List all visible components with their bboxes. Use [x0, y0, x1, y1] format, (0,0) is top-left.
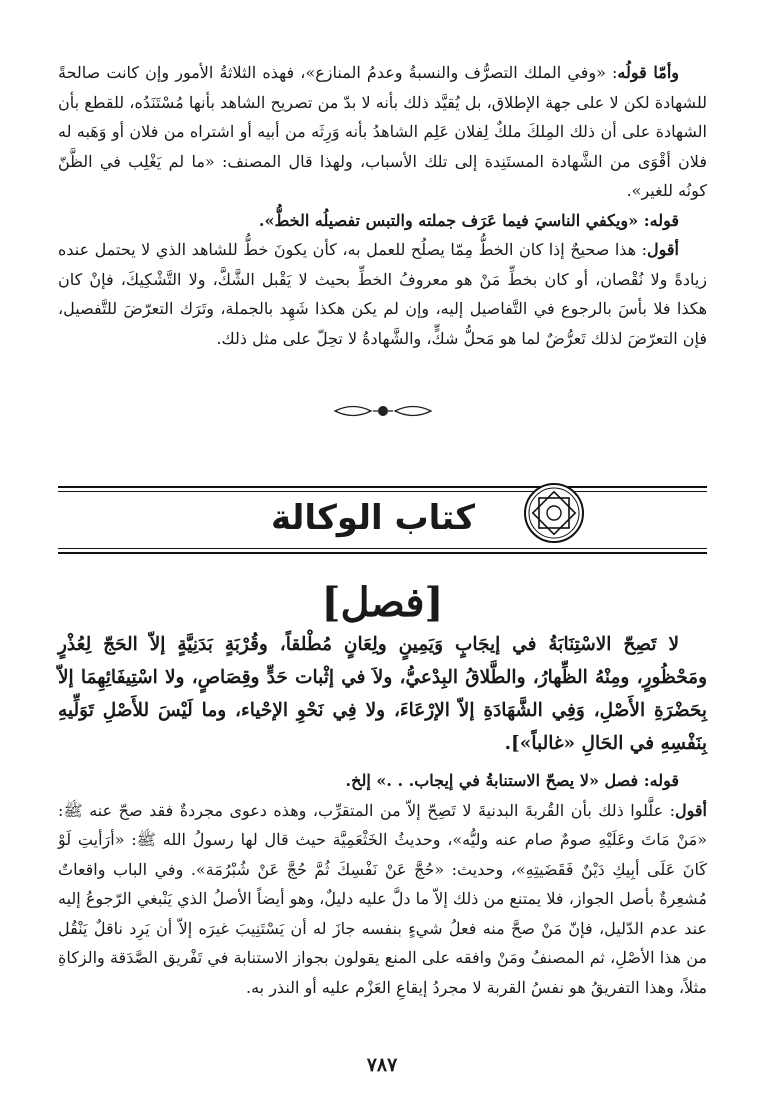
page-number: ٧٨٧: [366, 1054, 398, 1076]
top-double-rule: [58, 486, 707, 488]
ornament-divider-icon: [333, 400, 433, 422]
chapter-title: كتاب الوكالة: [270, 498, 476, 538]
paragraph-text: : «وفي الملك التصرُّف والنسبةُ وعدمُ المنازع»، فهذه الثلاثةُ الأمور وإن كانت صالحةً للشهادة لكن لا على جهة الإطلاق، بل يُقيَّد ذلك بأنه لا بدّ من تصريح الشاهد بأنها مُسْتَنَدُه، للقطع بأن الشهادة على أن ذلك المِلكَ ملكٌ لِفلان عَلِم الشاهدُ بأنه وَرِثَه من أبيه أو اشتراه من فلان أو وَهَبه له فلان أقْوَى من الشَّهادة المستَنِدة إلى تلك الأسباب، ولهذا قال المصنف: «ما لم يَغْلِب في الظَّنّ كونُه للغير».: [58, 63, 707, 200]
commentary-paragraph: [58, 796, 707, 1003]
commentary-section-1: [58, 58, 707, 353]
main-text-section: [58, 628, 707, 760]
main-text-paragraph: لا تَصِحّ الاسْتِنَابَةُ في إيجَابٍ وَيَمِينٍ ولِعَانٍ مُطْلقاً، وقُرْبَةٍ بَدَنِيَّةٍ إلاّ الحَجّ لِعُذْرٍ ومَحْظُورٍ، ومِنْهُ الظِّهارُ، والطَّلاقُ البِدْعيُّ، ولاَ في إثْبات حَدٍّ وقِصَاصٍ، ولا اسْتِيفَائِهِمَا إلاّ بِحَضْرَةِ الأَصْلِ، وَفِي الشَّهَادَةِ إلاّ الإرْعَاءَ، ولا فِي نَحْوِ الإحْياء، وما لَيْسَ للأَصْلِ تَوَلِّيهِ بِنَفْسِهِ في الحَالِ «غالباً»].: [58, 634, 707, 754]
bottom-double-rule: [58, 548, 707, 549]
paragraph-text: : علَّلوا ذلك بأن القُربةَ البدنيةَ لا تَصِحّ إلاّ من المتقرِّب، وهذه دعوى مجردةٌ فقد صحّ عنه ﷺ: «مَنْ مَاتَ وعَلَيْهِ صومٌ صام عنه وليُّه»، وحديثُ الخَثْعَمِيَّة حيث قال لها رسولُ الله ﷺ: «أرَأيتِ لَوْ كَانَ عَلَى أبِيكِ دَيْنٌ فَقَضَيتِهِ»، وحديث: «حُجَّ عَنْ نَفْسِكَ ثُمَّ حُجَّ عَنْ شُبْرُمَة». وفي الباب واقعاتٌ مُشعِرةٌ بأصل الجواز، فلا يمتنع من ذلك إلاّ ما دلَّ عليه دليلٌ، وهو أيضاً الأصلُ الذي يَنْبغي الرّجوعُ إليه عند عدم الدّليل، فإنّ مَنْ صحَّ منه فعلُ شيءٍ بنفسه جازَ له أن يَسْتَنِيبَ غيرَه إلاّ أن يَرِد ناقلٌ يَنْقُل من هذا الأصْلِ، ثم المصنفُ ومَنْ وافقه على المنع يقولون بجواز الاستنابة في تَفْريق الصَّدَقة والزكاةِ مثلاً، وهذا التفريقُ هو نفسُ القربة لا مجردُ إيقاعِ العَزْم عليه أو النذر به.: [58, 800, 708, 997]
section-heading: [فصل]: [321, 579, 444, 626]
quote-paragraph: [58, 206, 707, 236]
commentary-paragraph: [58, 235, 707, 353]
paragraph-text: : هذا صحيحٌ إذا كان الخطُّ مِمّا يصلُح للعمل به، كأن يكونَ خطُّ للشاهد الذي لا يحتمل عنده زيادةً ولا نُقْصان، أو كان بخطِّ مَنْ هو معروفُ الخطِّ بحيث لا يَقْبل الشَّكَّ، ولا التَّشْكِيكَ، فإنْ كان هكذا فلا بأسَ بالرجوع في التَّفاصيل إليه، وإن لم يكن هكذا شَهِد بالجملة، وتَرَك التعرّضَ للتَّفصيل، فإن التعرّضَ لذلك تَعرُّضٌ لما هو مَحلُّ شكٍّ، والشَّهادةُ لا تحِلّ على مثل ذلك.: [58, 240, 708, 348]
paragraph-label: أقول: [647, 240, 679, 259]
paragraph-label: أقول: [675, 800, 707, 820]
commentary-section-2: [58, 766, 707, 1002]
star-medallion-icon: [523, 482, 585, 544]
paragraph-label: قوله: [649, 771, 679, 790]
paragraph-label: وأمّا قولُه: [617, 63, 679, 82]
chapter-banner: [58, 492, 707, 548]
bottom-double-rule: [58, 552, 707, 554]
commentary-paragraph: [58, 58, 707, 206]
paragraph-text: : فصل «لا يصحّ الاستنابةُ في إيجاب. . .» إلخ.: [345, 771, 650, 790]
quote-paragraph: [58, 766, 707, 796]
paragraph-text: : «ويكفي الناسيَ فيما عَرَف جملته والتبس تفصيلُه الخطُّ».: [258, 210, 650, 230]
paragraph-label: قوله: [649, 210, 679, 230]
